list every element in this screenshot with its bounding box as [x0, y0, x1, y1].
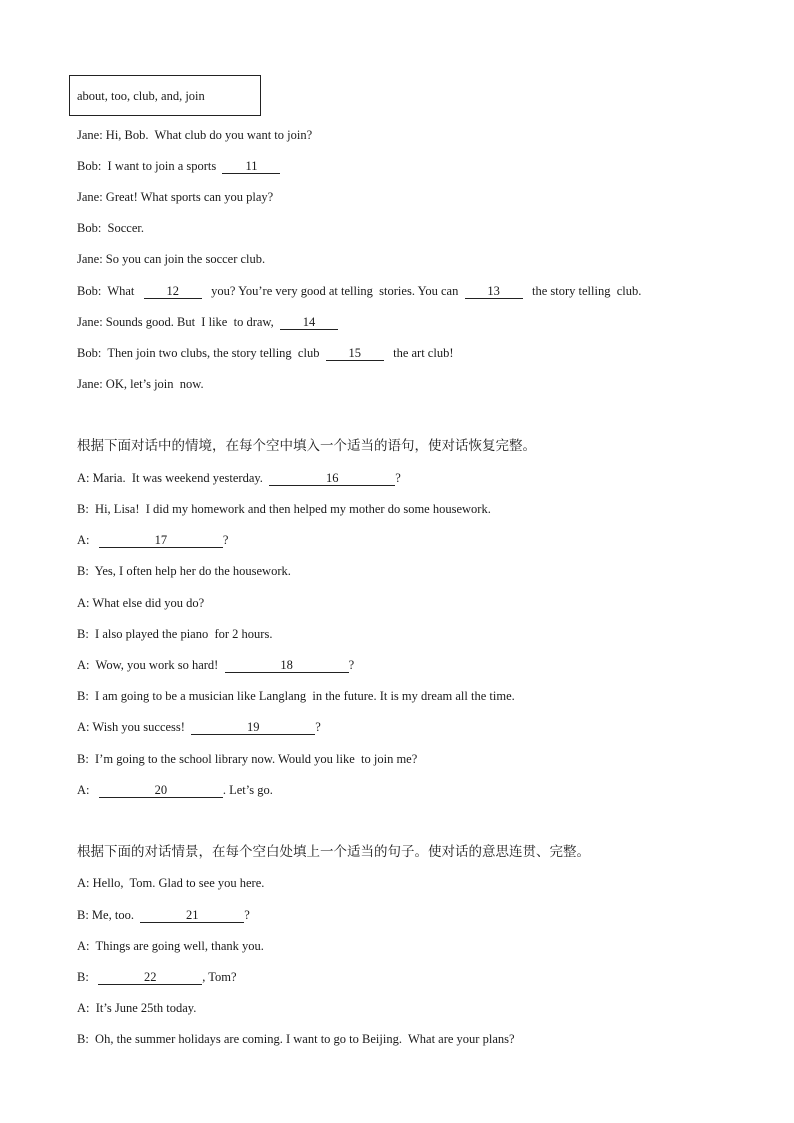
- dialogue-line: A: Hello, Tom. Glad to see you here.: [77, 876, 265, 890]
- dialogue-line: A: 20 . Let’s go.: [77, 783, 273, 797]
- dialogue-line: Jane: So you can join the soccer club.: [77, 252, 266, 266]
- answer-blank[interactable]: 19: [191, 720, 315, 735]
- dialogue-line: A: 17 ?: [77, 533, 229, 547]
- dialogue-line: B: Hi, Lisa! I did my homework and then helped my mother do some housework.: [77, 502, 491, 516]
- dialogue-line: B: Me, too. 21 ?: [77, 908, 250, 922]
- answer-blank[interactable]: 11: [222, 159, 280, 174]
- dialogue-line: B: Oh, the summer holidays are coming. I want to go to Beijing. What are your plans?: [77, 1032, 515, 1046]
- dialogue-line: B: Yes, I often help her do the housework.: [77, 564, 291, 578]
- answer-blank[interactable]: 22: [98, 970, 202, 985]
- answer-blank[interactable]: 20: [99, 783, 223, 798]
- answer-blank[interactable]: 15: [326, 346, 384, 361]
- answer-blank[interactable]: 16: [269, 471, 395, 486]
- dialogue-line: Bob: Soccer.: [77, 221, 145, 235]
- dialogue-line: B: 22 , Tom?: [77, 970, 237, 984]
- dialogue-line: Bob: What 12 you? You’re very good at telling stories. You can 13 the story telling club.: [77, 284, 642, 298]
- answer-blank[interactable]: 12: [144, 284, 202, 299]
- dialogue-line: B: I’m going to the school library now. Would you like to join me?: [77, 752, 418, 766]
- section-instruction: 根据下面的对话情景，在每个空白处填上一个适当的句子。使对话的意思连贯、完整。: [77, 844, 590, 860]
- dialogue-line: Jane: OK, let’s join now.: [77, 377, 204, 391]
- dialogue-line: B: I am going to be a musician like Langlang in the future. It is my dream all the time.: [77, 689, 515, 703]
- word-bank-text: about, too, club, and, join: [77, 89, 205, 103]
- dialogue-line: Bob: I want to join a sports 11: [77, 158, 280, 174]
- dialogue-line: Jane: Great! What sports can you play?: [77, 190, 274, 204]
- dialogue-line: B: I also played the piano for 2 hours.: [77, 627, 273, 641]
- dialogue-line: A: What else did you do?: [77, 596, 205, 610]
- dialogue-line: Jane: Sounds good. But I like to draw, 14: [77, 314, 338, 330]
- dialogue-line: A: Things are going well, thank you.: [77, 939, 264, 953]
- dialogue-line: Jane: Hi, Bob. What club do you want to join?: [77, 128, 313, 142]
- section-instruction: 根据下面对话中的情境，在每个空中填入一个适当的语句，使对话恢复完整。: [77, 438, 536, 454]
- dialogue-line: A: Maria. It was weekend yesterday. 16 ?: [77, 471, 401, 485]
- answer-blank[interactable]: 14: [280, 315, 338, 330]
- word-bank-box: [69, 75, 261, 116]
- answer-blank[interactable]: 17: [99, 533, 223, 548]
- dialogue-line: A: Wow, you work so hard! 18 ?: [77, 658, 355, 672]
- answer-blank[interactable]: 18: [225, 658, 349, 673]
- dialogue-line: A: Wish you success! 19 ?: [77, 720, 321, 734]
- answer-blank[interactable]: 21: [140, 908, 244, 923]
- dialogue-line: A: It’s June 25th today.: [77, 1001, 197, 1015]
- answer-blank[interactable]: 13: [465, 284, 523, 299]
- dialogue-line: Bob: Then join two clubs, the story telling club 15 the art club!: [77, 346, 454, 360]
